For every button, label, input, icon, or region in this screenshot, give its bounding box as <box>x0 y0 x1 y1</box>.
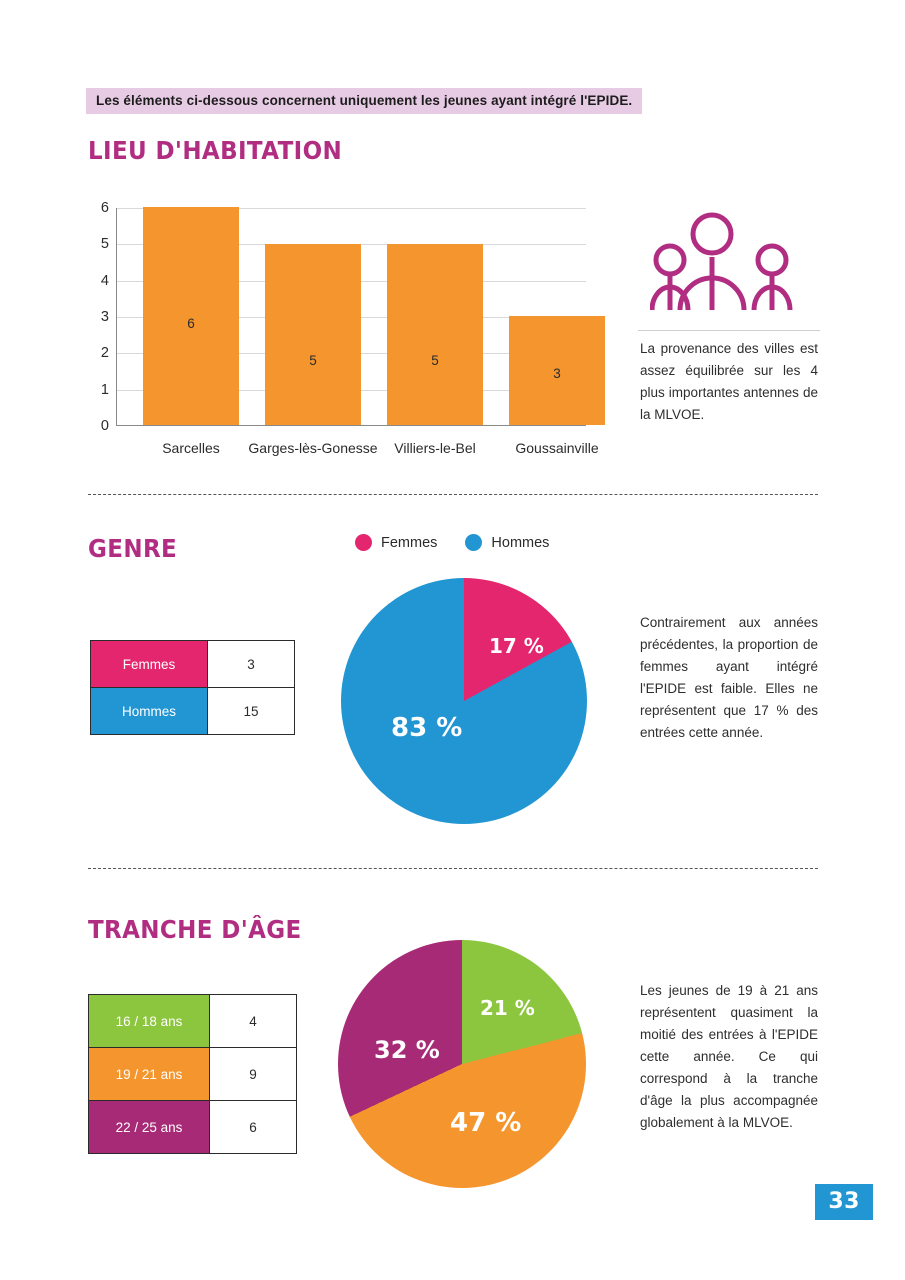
x-category-label: Goussainville <box>515 440 599 456</box>
y-tick-label: 3 <box>100 308 109 325</box>
section-divider <box>88 868 818 869</box>
bar-value-label: 5 <box>309 352 317 368</box>
legend-color-swatch-hommes <box>465 534 482 551</box>
table-cell-value: 15 <box>208 688 295 735</box>
bar-sarcelles <box>143 207 239 425</box>
bar-chart-plot-area <box>100 200 599 456</box>
table-age <box>88 994 297 1154</box>
y-tick-label: 1 <box>100 381 109 398</box>
bar-villiers-le-bel <box>387 244 483 426</box>
y-tick-label: 6 <box>100 200 109 216</box>
legend-label-femmes: Femmes <box>381 534 438 551</box>
page-number: 33 <box>815 1184 873 1220</box>
bar-value-label: 6 <box>187 316 195 331</box>
section-title-lieu: LIEU D'HABITATION <box>88 136 343 165</box>
table-cell-label: 16 / 18 ans <box>89 995 210 1048</box>
table-cell-value: 4 <box>210 995 297 1048</box>
y-tick-label: 2 <box>100 345 109 362</box>
y-tick-label: 5 <box>100 236 109 253</box>
table-cell-value: 6 <box>210 1101 297 1154</box>
pie-slice-label-femmes: 17 % <box>489 634 544 658</box>
x-category-label: Sarcelles <box>162 440 220 456</box>
table-row <box>91 641 295 688</box>
group-people-icon <box>650 210 820 315</box>
x-category-label: Garges-lès-Gonesse <box>248 440 378 456</box>
note-age: Les jeunes de 19 à 21 ans représentent quasiment la moitié des entrées à l'EPIDE cette année. Ce qui correspond à la tranche d'âge la plus accompagnée globalement à la MLVOE. <box>640 983 818 1130</box>
note-genre: Contrairement aux années précédentes, la proportion de femmes ayant intégré l'EPIDE est faible. Elles ne représentent que 17 % des entrées cette année. <box>640 615 818 740</box>
legend-item-hommes <box>465 534 549 551</box>
pie-slice-label-hommes: 83 % <box>391 713 463 743</box>
section-title-genre: GENRE <box>88 534 178 563</box>
table-cell-label: Hommes <box>91 688 208 735</box>
divider <box>638 330 820 331</box>
bar-garges-les-gonesse <box>265 244 361 426</box>
table-genre <box>90 640 295 735</box>
x-category-label: Villiers-le-Bel <box>394 440 476 456</box>
table-row <box>89 1048 297 1101</box>
bar-chart-lieu-habitation <box>88 200 599 460</box>
table-cell-value: 9 <box>210 1048 297 1101</box>
bar-goussainville <box>509 316 605 425</box>
table-cell-label: 22 / 25 ans <box>89 1101 210 1154</box>
section-title-age: TRANCHE D'ÂGE <box>88 915 302 944</box>
info-banner: Les éléments ci-dessous concernent uniquement les jeunes ayant intégré l'EPIDE. <box>86 88 642 114</box>
y-tick-label: 0 <box>100 418 109 434</box>
table-cell-label: 19 / 21 ans <box>89 1048 210 1101</box>
y-tick-label: 4 <box>100 272 109 289</box>
table-row <box>91 688 295 735</box>
pie-slice-label-22-25: 32 % <box>374 1036 440 1064</box>
bar-value-label: 3 <box>553 366 561 382</box>
pie-slice-label-16-18: 21 % <box>480 996 535 1020</box>
bar-value-label: 5 <box>431 352 439 368</box>
legend-item-femmes <box>355 534 437 551</box>
legend-color-swatch-femmes <box>355 534 372 551</box>
table-cell-value: 3 <box>208 641 295 688</box>
table-row <box>89 1101 297 1154</box>
pie-chart-tranche-age <box>338 940 586 1188</box>
legend-genre <box>355 534 549 551</box>
note-lieu: La provenance des villes est assez équilibrée sur les 4 plus importantes antennes de la MLVOE. <box>640 341 818 422</box>
table-row <box>89 995 297 1048</box>
table-cell-label: Femmes <box>91 641 208 688</box>
pie-slice-label-19-21: 47 % <box>450 1108 522 1138</box>
section-divider <box>88 494 818 495</box>
pie-chart-genre <box>341 578 587 824</box>
legend-label-hommes: Hommes <box>491 534 550 551</box>
